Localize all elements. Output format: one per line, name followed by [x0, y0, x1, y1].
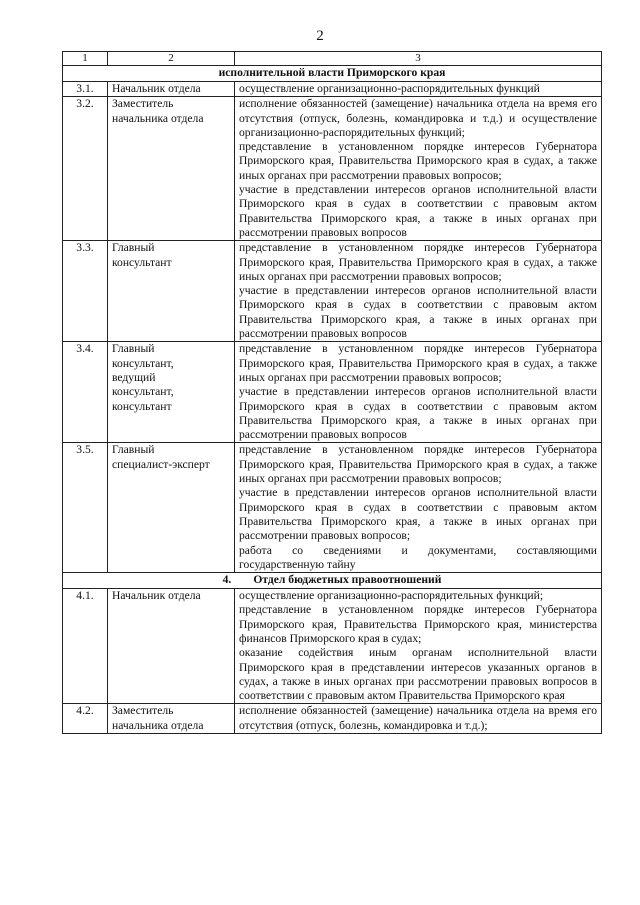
position-line: специалист-эксперт: [112, 457, 210, 471]
position-line: Начальник отдела: [112, 82, 201, 95]
position-cell: [108, 704, 235, 734]
duty-paragraph: осуществление организационно-распорядительных функций;: [239, 589, 544, 603]
duty-paragraph: участие в представлении интересов органов исполнительной власти Приморского края в судах в соответствии с правовым актом Правительства Приморского края, а также в иных органах при рассмотрении правовых вопросов: [239, 183, 597, 239]
table-row: [63, 443, 602, 573]
duty-paragraph: участие в представлении интересов органов исполнительной власти Приморского края в судах в соответствии с правовым актом Правительства Приморского края, а также в иных органах при рассмотрении правовых вопросов;: [239, 486, 597, 543]
row-number: 4.1.: [63, 589, 108, 704]
table-row: [63, 704, 602, 734]
table-row: [63, 589, 602, 704]
table-body: [63, 52, 602, 734]
position-cell: [108, 589, 235, 704]
duty-paragraph: представление в установленном порядке интересов Губернатора Приморского края, Правительства Приморского края в судах, а также иных органах при рассмотрении правовых вопросов;: [239, 443, 597, 486]
duty-paragraph: представление в установленном порядке интересов Губернатора Приморского края, Правительства Приморского края в судах, а также иных органах при рассмотрении правовых вопросов;: [239, 140, 597, 182]
position-line: Главный: [112, 241, 155, 255]
position-line: Главный: [112, 443, 155, 457]
position-line: Главный: [112, 342, 155, 356]
duties-cell: [235, 342, 602, 443]
position-line: консультант,: [112, 385, 174, 399]
table-row: [63, 342, 602, 443]
position-line: начальника отдела: [112, 718, 204, 732]
table-row: [63, 97, 602, 241]
duty-paragraph: исполнение обязанностей (замещение) начальника отдела на время его отсутствия (отпуск, болезнь, командировка и т.д.) и осуществление организационно-распорядительных функций;: [239, 97, 597, 139]
duty-paragraph: работа со сведениями и документами, составляющими государственную тайну: [239, 543, 597, 571]
table-row: [63, 82, 602, 97]
duty-paragraph: исполнение обязанностей (замещение) начальника отдела на время его отсутствия (отпуск, болезнь, командировка и т.д.);: [239, 704, 597, 732]
position-line: консультант,: [112, 356, 174, 370]
row-number: 3.4.: [63, 342, 108, 443]
header-col-3: 3: [235, 52, 602, 66]
row-number: 4.2.: [63, 704, 108, 734]
section-4-number: 4.: [222, 573, 232, 587]
header-col-1: 1: [63, 52, 108, 66]
position-cell: [108, 443, 235, 573]
position-cell: [108, 241, 235, 342]
section-continuation-title: исполнительной власти Приморского края: [63, 66, 602, 82]
section-continuation-row: [63, 66, 602, 82]
duties-cell: [235, 443, 602, 573]
duties-cell: [235, 97, 602, 241]
position-line: Начальник отдела: [112, 589, 201, 603]
duty-paragraph: представление в установленном порядке интересов Губернатора Приморского края, Правительства Приморского края в судах, а также иных органах при рассмотрении правовых вопросов;: [239, 342, 597, 384]
page-number: 2: [316, 28, 324, 44]
position-line: Заместитель: [112, 97, 174, 111]
duty-paragraph: представление в установленном порядке интересов Губернатора Приморского края, Правительства Приморского края, министерства финансов Приморского края в судах;: [239, 603, 597, 645]
position-line: начальника отдела: [112, 111, 204, 125]
header-row: [63, 52, 602, 66]
duty-paragraph: осуществление организационно-распорядительных функций: [239, 82, 540, 95]
position-line: ведущий: [112, 370, 156, 384]
duty-paragraph: оказание содействия иным органам исполнительной власти Приморского края в представлении интересов указанных органов в судах, а также в иных органах при рассмотрении правовых вопросов в соответствии с правовым актом Правительства Приморского края: [239, 646, 597, 703]
section-4-title: Отдел бюджетных правоотношений: [253, 573, 442, 587]
section-4-cell: [63, 573, 602, 589]
row-number: 3.1.: [63, 82, 108, 97]
duty-paragraph: участие в представлении интересов органов исполнительной власти Приморского края в судах в соответствии с правовым актом Правительства Приморского края, а также в иных органах при рассмотрении правовых вопросов: [239, 385, 597, 442]
row-number: 3.5.: [63, 443, 108, 573]
row-number: 3.3.: [63, 241, 108, 342]
duties-cell: [235, 704, 602, 734]
position-line: Заместитель: [112, 704, 174, 718]
duties-cell: [235, 241, 602, 342]
duty-paragraph: представление в установленном порядке интересов Губернатора Приморского края, Правительства Приморского края в судах, а также иных органах при рассмотрении правовых вопросов;: [239, 241, 597, 283]
positions-table: [62, 51, 602, 734]
table-row: [63, 241, 602, 342]
row-number: 3.2.: [63, 97, 108, 241]
duties-cell: [235, 589, 602, 704]
position-line: консультант: [112, 399, 172, 413]
duty-paragraph: участие в представлении интересов органов исполнительной власти Приморского края в судах в соответствии с правовым актом Правительства Приморского края, а также в иных органах при рассмотрении правовых вопросов: [239, 284, 597, 341]
duties-cell: [235, 82, 602, 97]
header-col-2: 2: [108, 52, 235, 66]
position-line: консультант: [112, 255, 172, 269]
position-cell: [108, 82, 235, 97]
section-row-4: [63, 573, 602, 589]
position-cell: [108, 342, 235, 443]
position-cell: [108, 97, 235, 241]
